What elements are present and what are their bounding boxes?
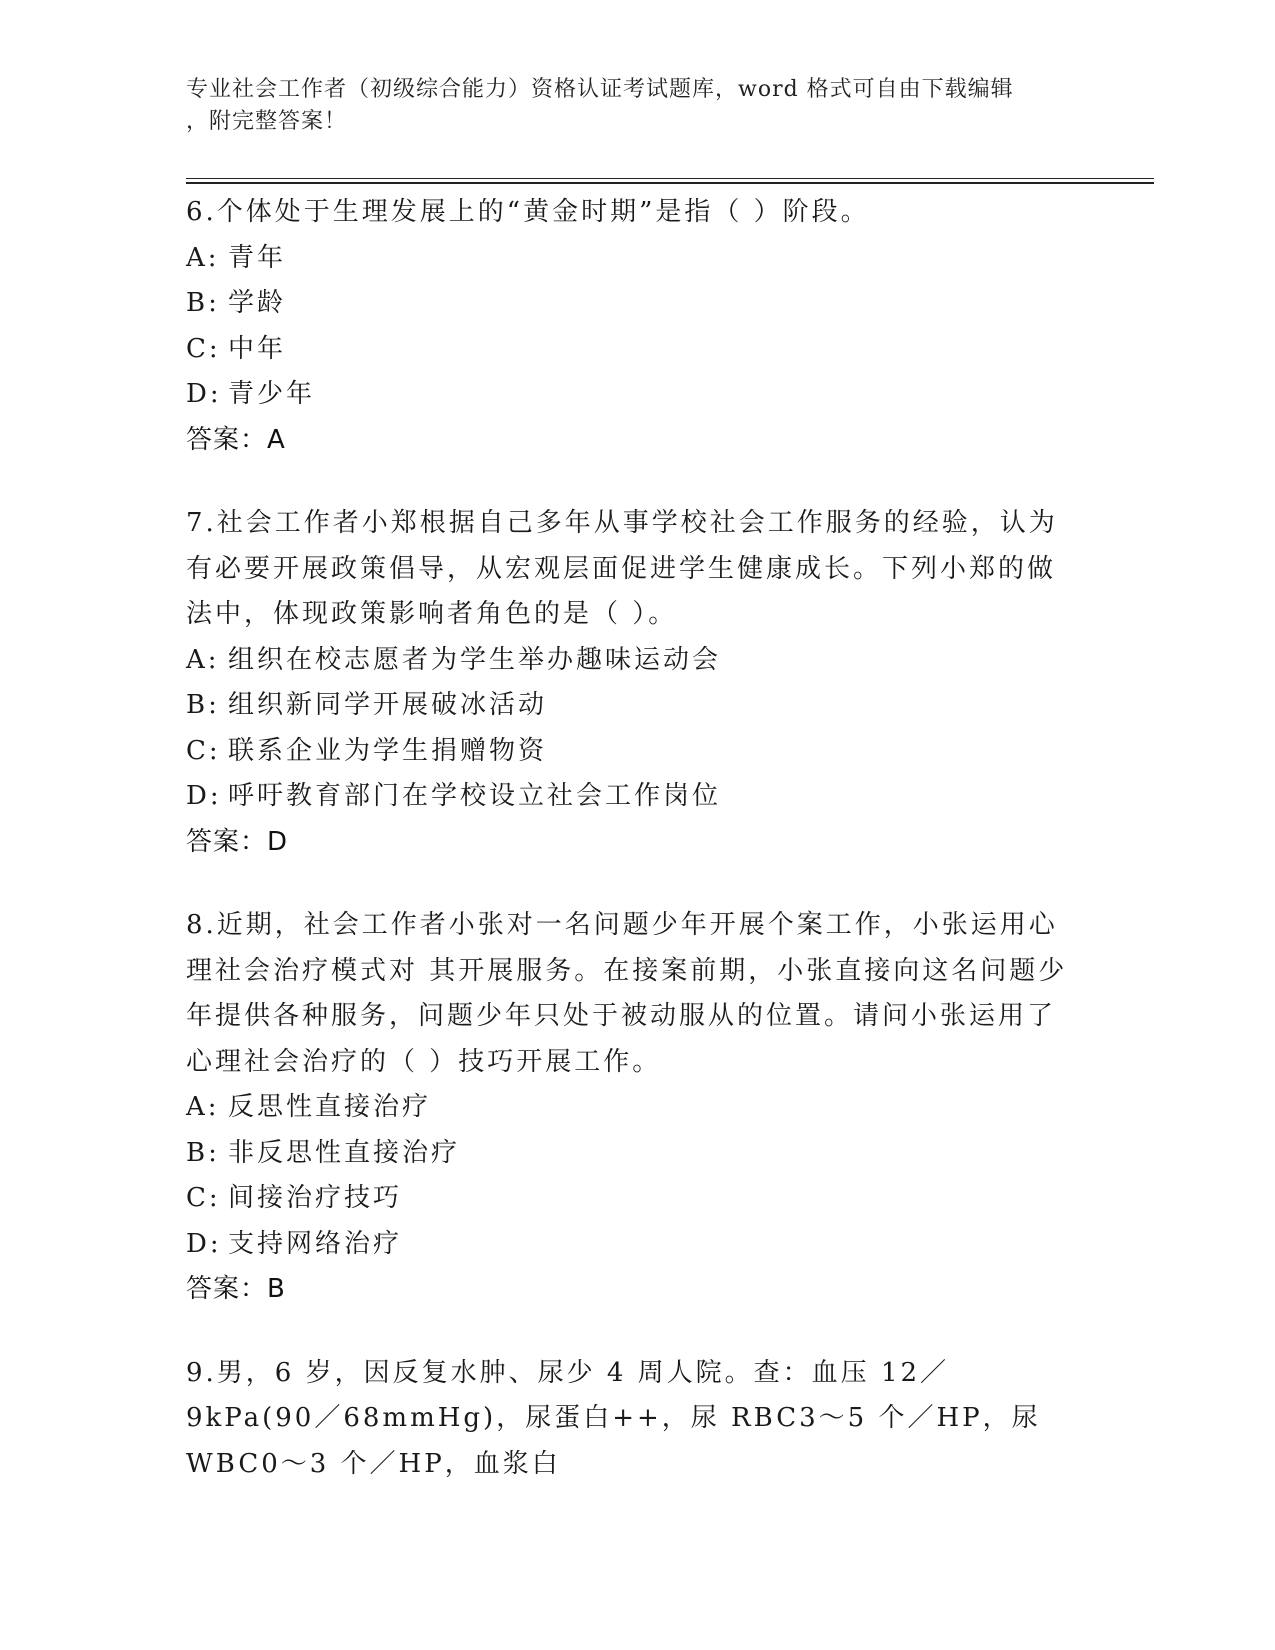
option-letter: D: xyxy=(186,1228,222,1259)
option-letter: B: xyxy=(186,288,220,318)
header-title-line2: ，附完整答案！ xyxy=(186,109,348,134)
option-letter: D: xyxy=(186,379,222,409)
option-letter: D: xyxy=(186,781,222,811)
header-divider-thin xyxy=(186,178,1154,179)
option-text: 反思性直接治疗 xyxy=(228,1092,432,1122)
option-c xyxy=(186,1176,1076,1222)
answer-line: 答案：B xyxy=(186,1274,286,1304)
option-text: 青年 xyxy=(228,242,287,273)
option-text: 组织新同学开展破冰活动 xyxy=(228,690,548,720)
option-b xyxy=(186,683,1076,729)
option-letter: C: xyxy=(186,1183,221,1213)
question-6 xyxy=(186,190,1076,463)
option-letter: A: xyxy=(186,1092,220,1122)
option-text: 青少年 xyxy=(228,379,316,409)
option-text: 支持网络治疗 xyxy=(228,1228,403,1259)
question-8 xyxy=(186,903,1076,1313)
option-text: 呼吁教育部门在学校设立社会工作岗位 xyxy=(228,781,722,811)
question-stem: 8.近期，社会工作者小张对一名问题少年开展个案工作，小张运用心理社会治疗模式对 其开展服务。在接案前期，小张直接向这名问题少年提供各种服务，问题少年只处于被动服从的位置。请问小张运用了心理社会治疗的（ ）技巧开展工作。 xyxy=(186,910,1068,1077)
option-d xyxy=(186,774,1076,820)
option-text: 非反思性直接治疗 xyxy=(228,1137,461,1168)
option-a xyxy=(186,638,1076,684)
option-a xyxy=(186,1085,1076,1131)
option-d xyxy=(186,1222,1076,1268)
option-text: 间接治疗技巧 xyxy=(228,1183,403,1213)
option-b xyxy=(186,281,1076,327)
document-header xyxy=(186,74,1066,138)
option-text: 联系企业为学生捐赠物资 xyxy=(228,735,548,766)
option-letter: C: xyxy=(186,333,221,364)
option-letter: B: xyxy=(186,690,220,720)
question-7 xyxy=(186,501,1076,865)
header-title-line1: 专业社会工作者（初级综合能力）资格认证考试题库，word 格式可自由下载编辑 xyxy=(186,77,1014,102)
option-c xyxy=(186,327,1076,373)
option-letter: A: xyxy=(186,242,220,273)
option-b xyxy=(186,1131,1076,1177)
option-c xyxy=(186,729,1076,775)
option-letter: B: xyxy=(186,1137,220,1168)
option-text: 学龄 xyxy=(228,288,287,318)
question-stem: 9.男，6 岁，因反复水肿、尿少 4 周人院。查：血压 12／9kPa(90／68mmHg)，尿蛋白++，尿 RBC3～5 个／HP，尿 WBC0～3 个／HP，血浆白 xyxy=(186,1357,1041,1479)
option-letter: A: xyxy=(186,644,220,675)
question-stem: 6.个体处于生理发展上的“黄金时期”是指（ ）阶段。 xyxy=(186,197,870,227)
option-d xyxy=(186,372,1076,418)
question-stem: 7.社会工作者小郑根据自己多年从事学校社会工作服务的经验，认为有必要开展政策倡导，从宏观层面促进学生健康成长。下列小郑的做法中，体现政策影响者角色的是（ ）。 xyxy=(186,508,1058,629)
option-text: 中年 xyxy=(228,333,287,364)
option-text: 组织在校志愿者为学生举办趣味运动会 xyxy=(228,644,722,675)
option-letter: C: xyxy=(186,735,221,766)
header-divider-thick xyxy=(186,182,1154,184)
question-9 xyxy=(186,1351,1076,1488)
question-list xyxy=(186,190,1076,1525)
answer-line: 答案：A xyxy=(186,424,286,455)
option-a xyxy=(186,236,1076,282)
answer-line: 答案：D xyxy=(186,826,289,857)
